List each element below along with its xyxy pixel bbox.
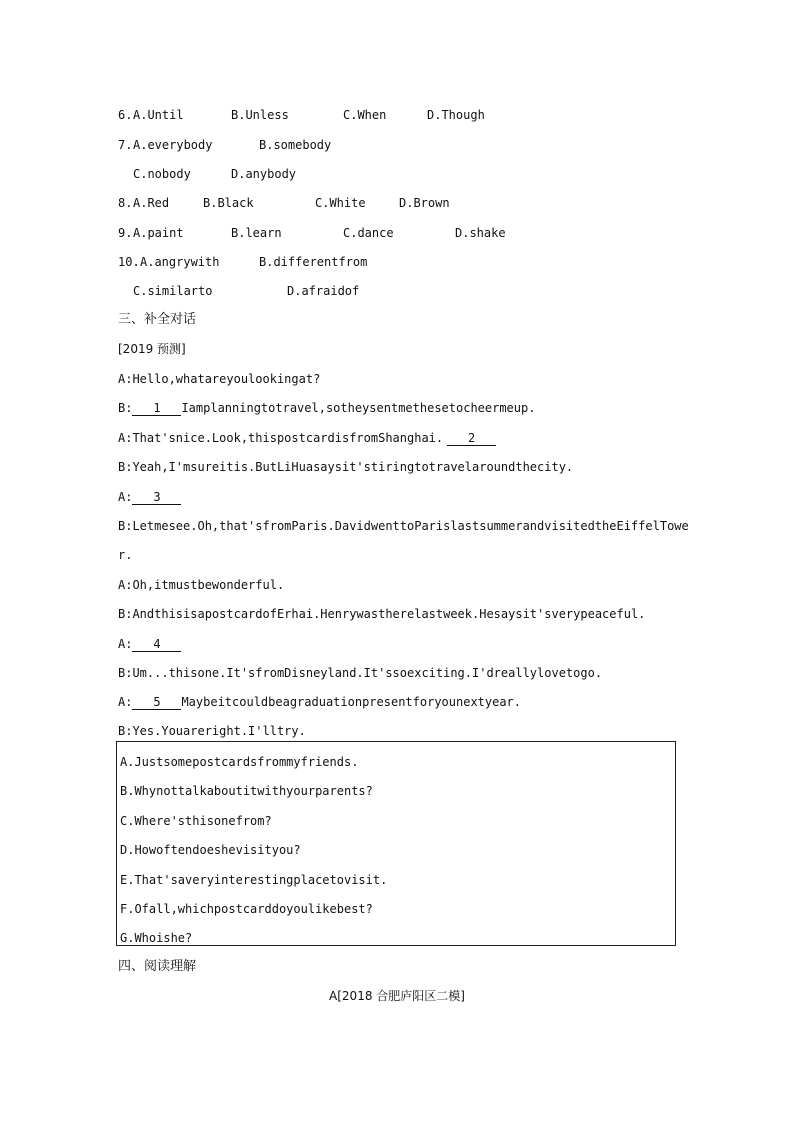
section-4-title: 四、阅读理解 xyxy=(118,959,197,974)
question-6 xyxy=(118,107,485,123)
option-d: D.afraidof xyxy=(287,284,360,298)
option-b: B.Unless xyxy=(231,108,289,122)
question-9 xyxy=(118,225,506,241)
option-a: A.everybody xyxy=(133,138,213,152)
question-number: 7. xyxy=(118,138,133,152)
dialogue-text: Oh,itmustbewonderful. xyxy=(132,578,285,592)
question-number: 10. xyxy=(118,255,140,269)
speaker: A: xyxy=(118,431,133,445)
dialogue-line-9 xyxy=(118,636,181,652)
section-3-source: [2019 预测] xyxy=(118,342,186,356)
section-4-subtitle: A[2018 合肥庐阳区二模] xyxy=(329,989,465,1003)
dialogue-line-1 xyxy=(118,371,320,387)
option-d: D.Brown xyxy=(399,196,450,210)
question-7 xyxy=(118,137,331,153)
choice-g: G.Whoishe? xyxy=(120,931,193,945)
choice-b: B.Whynottalkaboutitwithyourparents? xyxy=(120,784,373,798)
dialogue-line-5 xyxy=(118,489,181,505)
speaker: B: xyxy=(118,460,133,474)
speaker: A: xyxy=(118,578,133,592)
option-a: A.Red xyxy=(133,196,170,210)
option-b: B.Black xyxy=(203,196,254,210)
option-c: C.similarto xyxy=(133,284,213,298)
dialogue-line-4 xyxy=(118,459,573,475)
option-a: A.paint xyxy=(133,226,184,240)
question-10-row2 xyxy=(133,283,359,299)
option-b: B.somebody xyxy=(259,138,332,152)
choices-box xyxy=(116,741,676,946)
dialogue-line-8 xyxy=(118,606,645,622)
option-a: A.angrywith xyxy=(140,255,220,269)
option-d: D.shake xyxy=(455,226,506,240)
answer-blank-1[interactable]: 1 xyxy=(132,401,181,416)
option-c: C.White xyxy=(315,196,366,210)
dialogue-line-6-wrap: r. xyxy=(118,548,133,562)
speaker: A: xyxy=(118,637,133,651)
dialogue-text: Um...thisone.It'sfromDisneyland.It'ssoexciting.I'dreallylovetogo. xyxy=(132,666,603,680)
dialogue-text: That'snice.Look,thispostcardisfromShanghai. xyxy=(132,431,444,445)
choice-a: A.Justsomepostcardsfrommyfriends. xyxy=(120,755,359,769)
choice-d: D.Howoftendoeshevisityou? xyxy=(120,843,301,857)
option-c: C.nobody xyxy=(133,167,191,181)
choice-c: C.Where'sthisonefrom? xyxy=(120,814,272,828)
option-c: C.dance xyxy=(343,226,394,240)
dialogue-line-10 xyxy=(118,665,602,681)
speaker: A: xyxy=(118,695,133,709)
choice-f: F.Ofall,whichpostcarddoyoulikebest? xyxy=(120,902,373,916)
question-8 xyxy=(118,195,450,211)
speaker: B: xyxy=(118,666,133,680)
speaker: B: xyxy=(118,607,133,621)
dialogue-line-11 xyxy=(118,694,521,710)
option-a: A.Until xyxy=(133,108,184,122)
dialogue-text: Yes.Youareright.I'lltry. xyxy=(132,724,306,738)
option-d: D.Though xyxy=(427,108,485,122)
answer-blank-3[interactable]: 3 xyxy=(132,490,181,505)
dialogue-line-6 xyxy=(118,518,689,534)
option-b: B.differentfrom xyxy=(259,255,368,269)
question-7-row2 xyxy=(133,166,296,182)
dialogue-line-2 xyxy=(118,400,535,416)
question-number: 9. xyxy=(118,226,133,240)
speaker: B: xyxy=(118,519,133,533)
speaker: A: xyxy=(118,372,133,386)
dialogue-text: Hello,whatareyoulookingat? xyxy=(132,372,321,386)
question-number: 8. xyxy=(118,196,133,210)
answer-blank-4[interactable]: 4 xyxy=(132,637,181,652)
dialogue-text: Yeah,I'msureitis.ButLiHuasaysit'stiringtotravelaroundthecity. xyxy=(132,460,574,474)
dialogue-text: AndthisisapostcardofErhai.Henrywastherelastweek.Hesaysit'sverypeaceful. xyxy=(132,607,646,621)
option-d: D.anybody xyxy=(231,167,297,181)
choice-e: E.That'saveryinterestingplacetovisit. xyxy=(120,873,388,887)
speaker: A: xyxy=(118,490,133,504)
dialogue-line-3 xyxy=(118,430,496,446)
dialogue-text: Iamplanningtotravel,sotheysentmethesetocheermeup. xyxy=(181,401,536,415)
option-b: B.learn xyxy=(231,226,282,240)
answer-blank-5[interactable]: 5 xyxy=(132,695,181,710)
answer-blank-2[interactable]: 2 xyxy=(447,431,496,446)
section-3-title: 三、补全对话 xyxy=(118,312,197,327)
question-number: 6. xyxy=(118,108,133,122)
option-c: C.When xyxy=(343,108,387,122)
speaker: B: xyxy=(118,724,133,738)
question-10 xyxy=(118,254,367,270)
dialogue-text: Letmesee.Oh,that'sfromParis.DavidwenttoParislastsummerandvisitedtheEiffelTowe xyxy=(132,519,689,533)
dialogue-text: Maybeitcouldbeagraduationpresentforyounextyear. xyxy=(181,695,522,709)
dialogue-line-12 xyxy=(118,723,306,739)
speaker: B: xyxy=(118,401,133,415)
dialogue-line-7 xyxy=(118,577,284,593)
